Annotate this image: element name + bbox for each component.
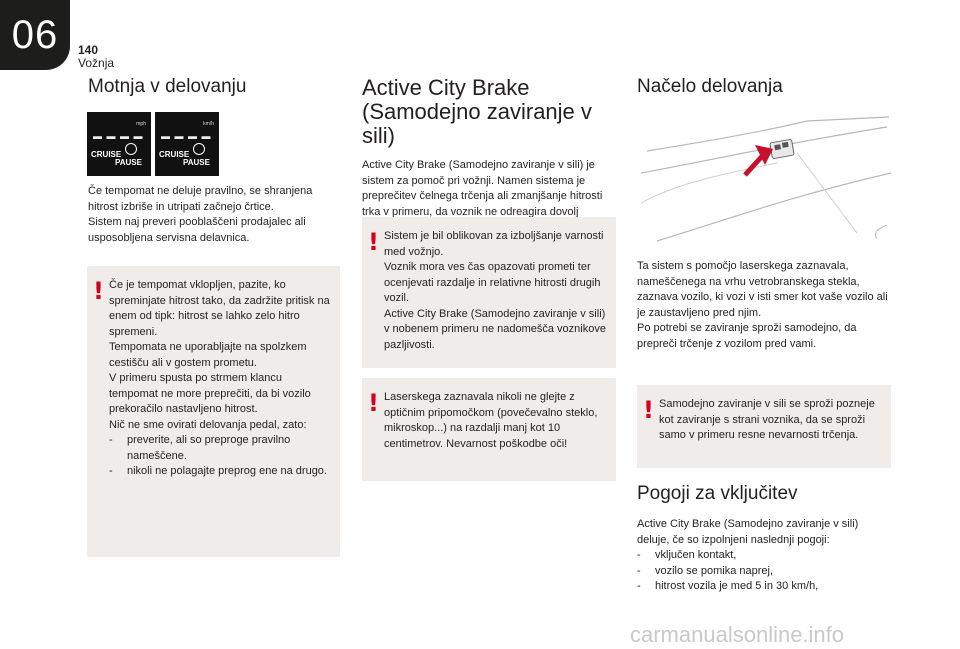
warning-note-emergency-braking — [637, 385, 891, 468]
display-label-cruise: CRUISE — [159, 150, 190, 159]
title-line-1: Active City Brake — [362, 75, 530, 100]
title-line-2: (Samodejno zaviranje v sili) — [362, 99, 592, 148]
note-paragraph: Tempomata ne uporabljajte na spolzkem cestišču ali v gostem prometu. — [109, 341, 307, 369]
page-number: 140 — [78, 43, 99, 57]
note-paragraph: V primeru spusta po strmem klancu tempomat ne more preprečiti, da bi vozilo prekoračilo nastavljeno hitrost. — [109, 372, 311, 415]
warning-note-acb-safety — [362, 217, 616, 368]
note-paragraph: Laserskega zaznavala nikoli ne glejte z optičnim pripomočkom (povečevalno steklo, mikroskop...) na razdalji manj kot 10 centimetrov. Nevarnost poškodbe oči! — [384, 391, 598, 450]
paragraph: Sistem naj preveri pooblaščeni prodajalec ali usposobljena servisna delavnica. — [88, 216, 306, 244]
column-1 — [88, 76, 338, 98]
note-paragraph: Sistem je bil oblikovan za izboljšanje varnosti med vožnjo. — [384, 230, 604, 258]
speedometer-gauge-icon — [193, 143, 205, 155]
acb-intro: Active City Brake (Samodejno zaviranje v sili) je sistem za pomoč pri vožnji. Namen sistema je preprečitev čelnega trčenja ali zmanjšanje hitrosti trka v primeru, da voznik ne odreagira dovolj — [362, 159, 603, 218]
principle-text — [637, 259, 893, 352]
note-paragraph: Nič ne sme ovirati delovanja pedal, zato: — [109, 418, 307, 431]
paragraph: Po potrebi se zaviranje sproži samodejno, da prepreči trčenje z vozilom pred vami. — [637, 322, 857, 350]
display-label-pause: PAUSE — [183, 158, 210, 167]
display-unit: mph — [136, 121, 146, 127]
note-paragraph: Če je tempomat vklopljen, pazite, ko spreminjate hitrost tako, da zadržite pritisk na enem od tipk: hitrost se lahko zelo hitro spremeni. — [109, 279, 330, 338]
display-label-pause: PAUSE — [115, 158, 142, 167]
section-title-conditions: Pogoji za vključitev — [637, 483, 798, 504]
laser-sensor — [770, 139, 794, 159]
note-paragraph: Voznik mora ves čas opazovati prometi ter ocenjevati razdalje in relativne hitrosti drugih vozil. — [384, 261, 601, 304]
warning-exclamation-icon: ! — [368, 228, 379, 256]
note-paragraph: Active City Brake (Samodejno zaviranje v sili) v nobenem primeru ne nadomešča voznikove pazljivosti. — [384, 307, 606, 351]
column-3 — [637, 76, 893, 98]
condition-item: - hitrost vozila je med 5 in 30 km/h, — [637, 579, 893, 595]
column-2 — [362, 76, 618, 236]
blinking-dashes: ▬ ▬ ▬ ▬ — [161, 131, 212, 141]
conditions-intro: Active City Brake (Samodejno zaviranje v sili) deluje, če so izpolnjeni naslednji pogoji: — [637, 518, 859, 546]
note-list-item: - preverite, ali so preproge pravilno nameščene. — [109, 433, 332, 464]
laser-sensor-arrow-icon — [745, 145, 773, 175]
section-title-acb — [362, 76, 618, 148]
cruise-display-mph — [87, 112, 151, 176]
note-list-item: - nikoli ne polagajte preprog ene na drugo. — [109, 464, 332, 480]
paragraph: Če tempomat ne deluje pravilno, se shranjena hitrost izbriše in utripati začnejo črtice. — [88, 185, 313, 213]
cruise-display-kmh — [155, 112, 219, 176]
condition-item: - vozilo se pomika naprej, — [637, 564, 893, 580]
condition-item: - vključen kontakt, — [637, 548, 893, 564]
chapter-tab: 06 — [0, 0, 70, 70]
note-paragraph: Samodejno zaviranje v sili se sproži pozneje kot zaviranje s strani voznika, da se sproži samo v primeru resne nevarnosti trčenja. — [659, 398, 875, 441]
malfunction-text — [88, 184, 340, 246]
warning-exclamation-icon: ! — [643, 396, 654, 424]
warning-exclamation-icon: ! — [93, 277, 104, 305]
activation-conditions — [637, 483, 893, 595]
watermark: carmanualsonline.info — [630, 622, 845, 647]
windshield-sensor-illustration — [637, 113, 893, 247]
blinking-dashes: ▬ ▬ ▬ ▬ — [93, 131, 144, 141]
section-title-malfunction: Motnja v delovanju — [88, 76, 247, 97]
paragraph: Ta sistem s pomočjo laserskega zaznavala, nameščenega na vrhu vetrobranskega stekla, zaznava vozilo, ki vozi v isti smer kot vaše vozilo ali je zaustavljeno pred njim. — [637, 260, 888, 319]
display-label-cruise: CRUISE — [91, 150, 122, 159]
warning-note-cruise — [87, 266, 340, 557]
display-unit: km/h — [203, 121, 214, 127]
section-title-principle: Načelo delovanja — [637, 76, 783, 97]
warning-note-laser — [362, 378, 616, 481]
section-name: Vožnja — [78, 56, 115, 70]
speedometer-gauge-icon — [125, 143, 137, 155]
warning-exclamation-icon: ! — [368, 389, 379, 417]
